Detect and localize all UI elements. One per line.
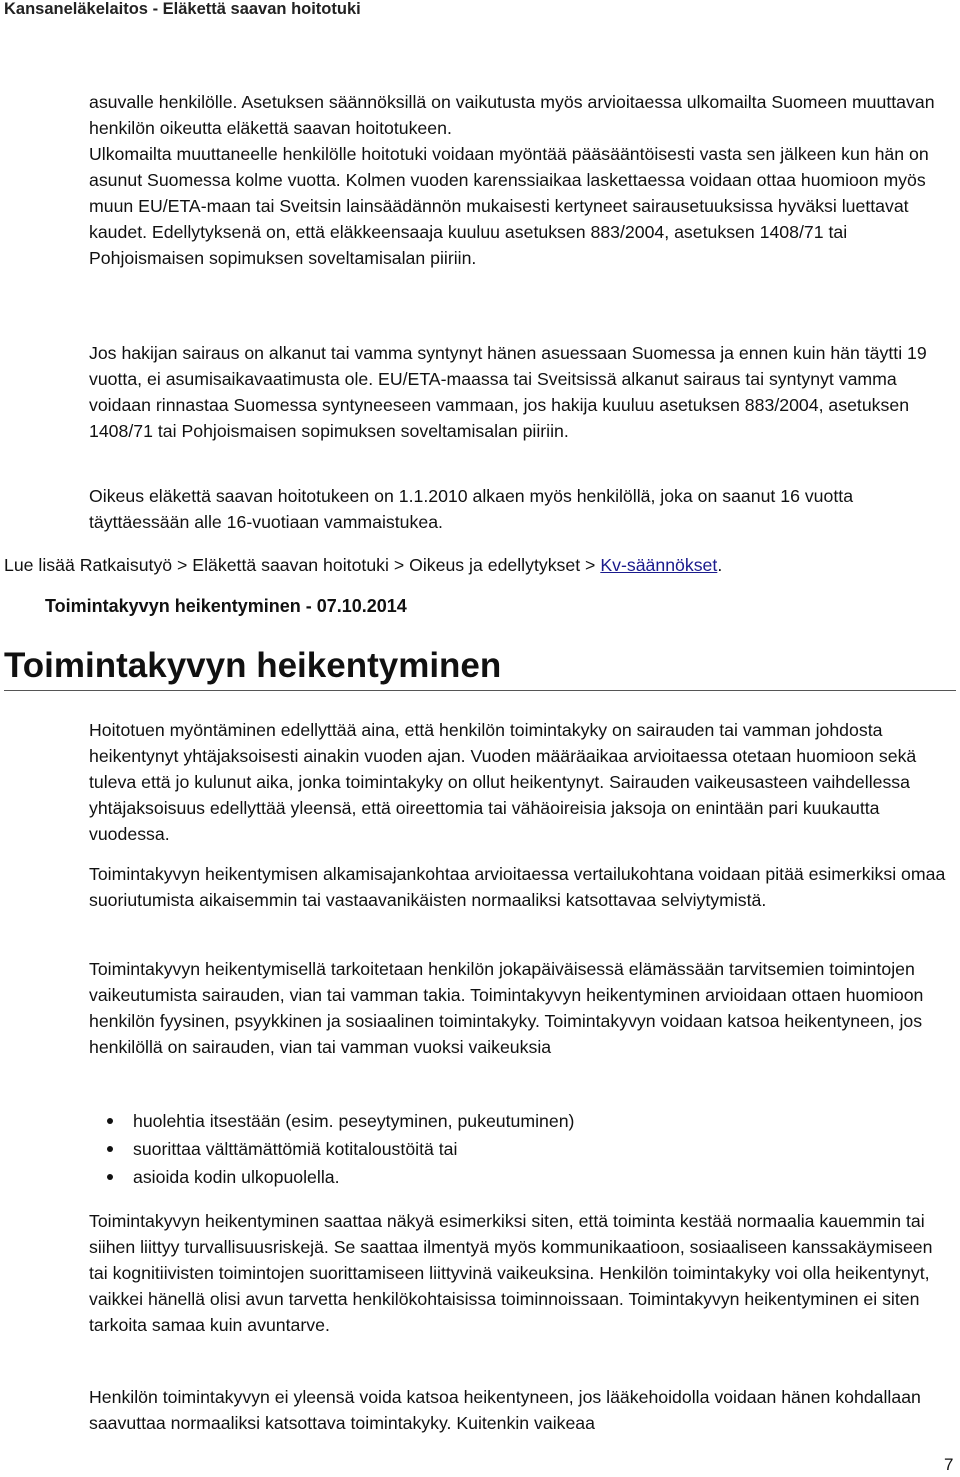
read-more-suffix: . — [717, 555, 723, 575]
section-subtitle: Toimintakyvyn heikentyminen - 07.10.2014 — [45, 596, 407, 616]
read-more-line — [4, 552, 722, 578]
bullet-icon — [107, 1174, 113, 1180]
paragraph — [89, 861, 955, 913]
paragraph-text: Oikeus eläkettä saavan hoitotukeen on 1.1.2010 alkaen myös henkilöllä, joka on saanut 16 vuotta täyttäessään alle 16-vuotiaan vammaistukea. — [89, 486, 854, 532]
paragraph-text: Toimintakyvyn heikentymisen alkamisajankohtaa arvioitaessa vertailukohtana voidaan pitää esimerkiksi omaa suoriutumista aikaisemmin tai vastaavanikäisten normaaliksi katsottavaa selviytymistä. — [89, 864, 946, 910]
title-divider — [4, 690, 956, 691]
read-more-path: Lue lisää Ratkaisutyö > Eläkettä saavan hoitotuki > Oikeus ja edellytykset > — [4, 555, 601, 575]
paragraph-text: Toimintakyvyn heikentymisellä tarkoitetaan henkilön jokapäiväisessä elämässään tarvitsemien toimintojen vaikeutumista sairauden, vian tai vamman takia. Toimintakyvyn heikentyminen arvioidaan ottaen huomioon henkilön fyysinen, psyykkinen ja sosiaalinen toimintakyky. Toimintakyvyn voidaan katsoa heikentyneen, jos henkilöllä on sairauden, vian tai vamman vuoksi vaikeuksia — [89, 959, 924, 1057]
list-item — [107, 1163, 927, 1191]
difficulty-list — [107, 1107, 927, 1191]
paragraph-text: Toimintakyvyn heikentyminen saattaa näkyä esimerkiksi siten, että toiminta kestää normaalia kauemmin tai siihen liittyy turvallisuusriskejä. Se saattaa ilmentyä myös kommunikaatioon, sosiaaliseen kanssakäymiseen tai kognitiivisten toimintojen suorittamiseen liittyvinä vaikeuksina. Henkilön toimintakyky voi olla heikentynyt, vaikkei hänellä olisi avun tarvetta henkilökohtaisissa toiminnoissaan. Toimintakyvyn heikentyminen ei siten tarkoita samaa kuin avuntarve. — [89, 1211, 933, 1335]
list-item-text: asioida kodin ulkopuolella. — [133, 1167, 340, 1187]
paragraph — [89, 717, 955, 847]
paragraph — [89, 1384, 955, 1436]
paragraph-text: Henkilön toimintakyvyn ei yleensä voida katsoa heikentyneen, jos lääkehoidolla voidaan hänen kohdallaan saavuttaa normaaliksi katsottava toimintakyky. Kuitenkin vaikeaa — [89, 1387, 921, 1433]
kv-saannokset-link[interactable]: Kv-säännökset — [600, 555, 718, 575]
bullet-icon — [107, 1146, 113, 1152]
paragraph — [89, 1208, 955, 1338]
list-item-text: suorittaa välttämättömiä kotitaloustöitä tai — [133, 1139, 458, 1159]
list-item — [107, 1135, 927, 1163]
section-title: Toimintakyvyn heikentyminen — [4, 646, 502, 685]
paragraph — [89, 956, 955, 1060]
paragraph-text: Jos hakijan sairaus on alkanut tai vamma syntynyt hänen asuessaan Suomessa ja ennen kuin hän täytti 19 vuotta, ei asumisaikavaatimusta ole. EU/ETA-maassa tai Sveitsissä alkanut sairaus tai syntynyt vamma voidaan rinnastaa Suomessa syntyneeseen vammaan, jos hakija kuuluu asetuksen 883/2004, asetuksen 1408/71 tai Pohjoismaisen sopimuksen soveltamisalan piiriin. — [89, 343, 927, 441]
paragraph: Ulkomailta muuttaneelle henkilölle hoitotuki voidaan myöntää pääsääntöisesti vasta sen jälkeen kun hän on asunut Suomessa kolme vuotta. Kolmen vuoden karenssiaikaa laskettaessa voidaan ottaa huomioon myös muun EU/ETA-maan tai Sveitsin lainsäädännön mukaisesti kertyneet sairausetuuksissa hyväksi luettavat kaudet. Edellytyksenä on, että eläkkeensaaja kuuluu asetuksen 883/2004, asetuksen 1408/71 tai Pohjoismaisen sopimuksen soveltamisalan piiriin. — [89, 144, 929, 268]
page-number: 7 — [944, 1455, 954, 1474]
paragraph — [89, 340, 955, 444]
paragraph-text: Hoitotuen myöntäminen edellyttää aina, että henkilön toimintakyky on sairauden tai vamman johdosta heikentynyt yhtäjaksoisesti ainakin vuoden ajan. Vuoden määräaikaa arvioitaessa otetaan huomioon sekä tuleva että jo kulunut aika, jonka toimintakyky on ollut heikentynyt. Sairauden vaikeusasteen vaihdellessa yhtäjaksoisuus edellyttää yleensä, että oireettomia tai vähäoireisia jaksoja on enintään pari kuukautta vuodessa. — [89, 720, 917, 844]
running-header: Kansaneläkelaitos - Eläkettä saavan hoitotuki — [4, 0, 361, 18]
paragraph — [89, 483, 955, 535]
paragraph-group-residence — [89, 89, 955, 271]
list-item-text: huolehtia itsestään (esim. peseytyminen, pukeutuminen) — [133, 1111, 575, 1131]
list-item — [107, 1107, 927, 1135]
paragraph: asuvalle henkilölle. Asetuksen säännöksillä on vaikutusta myös arvioitaessa ulkomailta Suomeen muuttavan henkilön oikeutta eläkettä saavan hoitotukeen. — [89, 92, 935, 138]
bullet-icon — [107, 1118, 113, 1124]
